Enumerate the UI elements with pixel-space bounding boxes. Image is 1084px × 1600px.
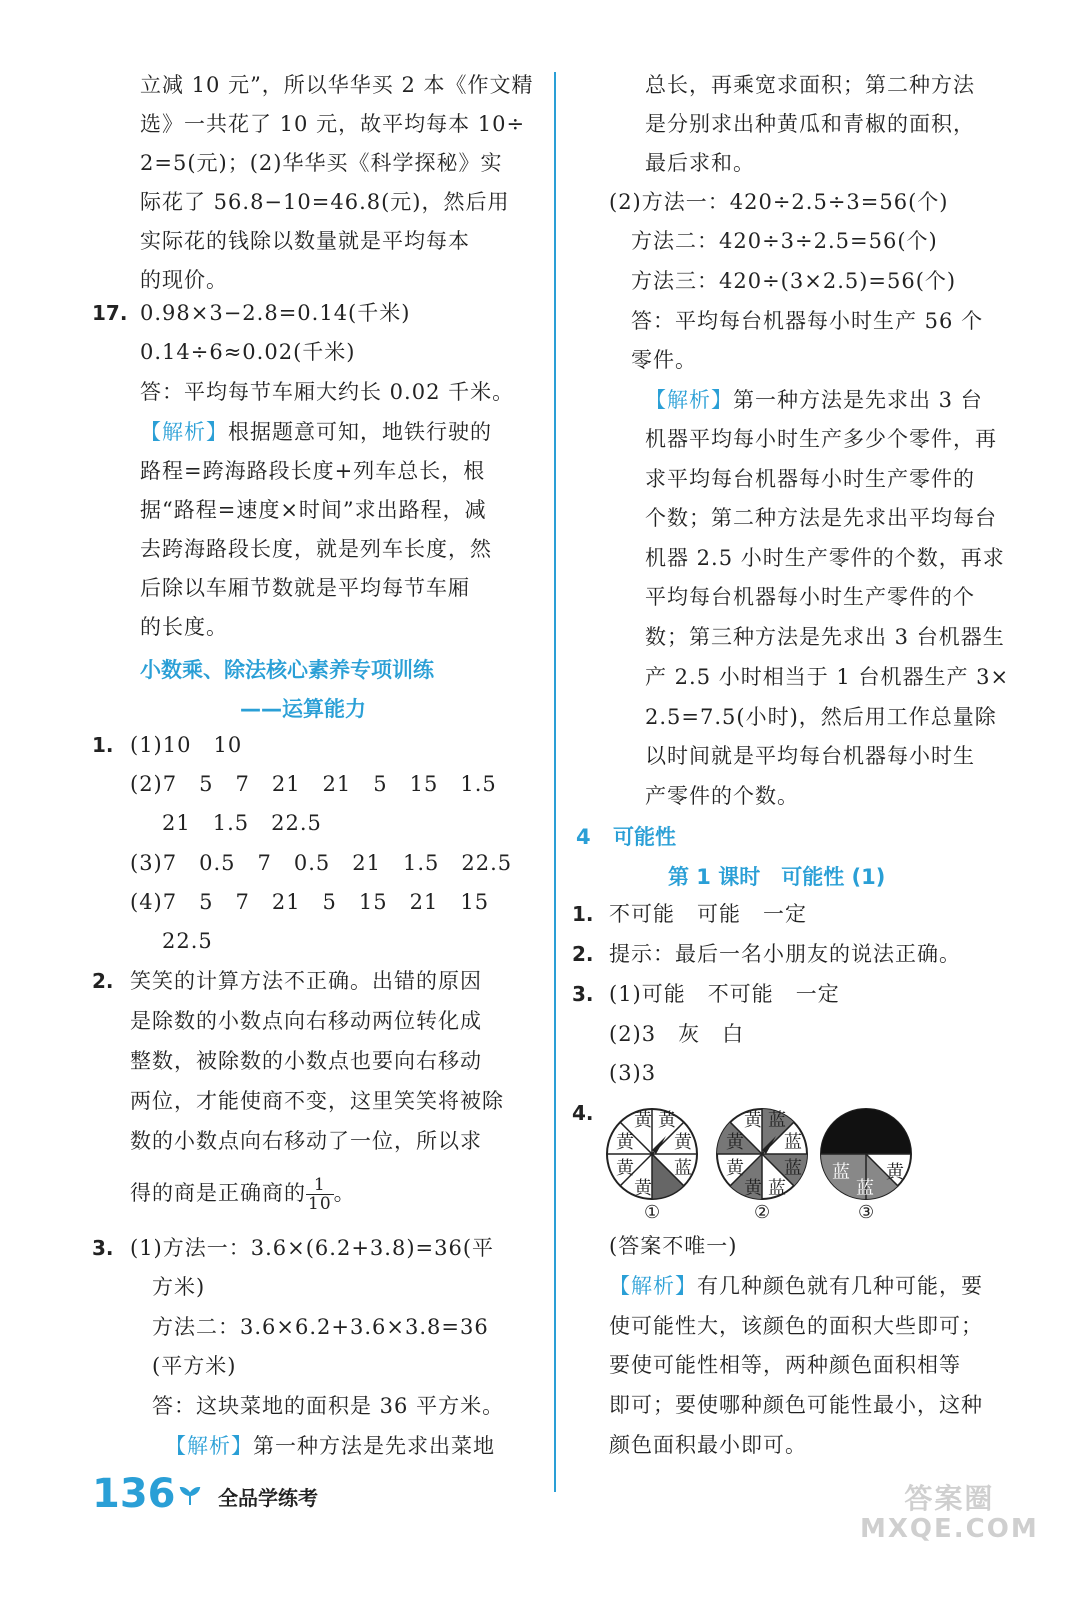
text-line: 选》一共花了 10 元，故平均每本 10÷ xyxy=(140,112,526,136)
text-line: (4)7 5 7 21 5 15 21 15 xyxy=(130,890,490,914)
question-number: 1. xyxy=(92,733,114,757)
text-line: 最后求和。 xyxy=(645,151,755,175)
text-line: 2=5(元)；(2)华华买《科学探秘》实 xyxy=(140,151,503,175)
analysis-line xyxy=(140,417,492,447)
text-line: 机器 2.5 小时生产零件的个数，再求 xyxy=(645,546,1005,570)
analysis-text: 有几种颜色就有几种可能，要 xyxy=(697,1274,983,1298)
question-number: 4. xyxy=(572,1101,594,1125)
text-line: 立减 10 元”，所以华华买 2 本《作文精 xyxy=(140,73,534,97)
text-line: 数；第三种方法是先求出 3 台机器生 xyxy=(645,625,1005,649)
text-line: 机器平均每小时生产多少个零件，再 xyxy=(645,427,997,451)
analysis-line xyxy=(165,1431,495,1461)
sector-label: 蓝 xyxy=(768,1178,786,1199)
watermark-bottom: MXQE.COM xyxy=(860,1514,1039,1544)
text-line: 际花了 56.8−10=46.8(元)，然后用 xyxy=(140,190,510,214)
wheel-caption: ② xyxy=(754,1202,771,1223)
text-line: 0.98×3−2.8=0.14(千米) xyxy=(140,301,411,325)
sector-label: 黄 xyxy=(726,1132,744,1153)
chapter-number: 4 xyxy=(576,825,591,849)
text-line: (3)3 xyxy=(609,1061,657,1085)
sector-label: 蓝 xyxy=(832,1162,850,1183)
text-line: 零件。 xyxy=(609,348,697,372)
text-line: (平方米) xyxy=(130,1354,237,1378)
analysis-text: 第一种方法是先求出菜地 xyxy=(253,1434,495,1458)
question-number: 3. xyxy=(572,982,594,1006)
wheel-caption: ① xyxy=(644,1202,661,1223)
section-subtitle: ——运算能力 xyxy=(240,697,366,721)
question-number: 1. xyxy=(572,902,594,926)
text-line: 的长度。 xyxy=(140,615,228,639)
sector-label: 蓝 xyxy=(856,1178,874,1199)
text-line: (2)3 灰 白 xyxy=(609,1022,745,1046)
analysis-text: 第一种方法是先求出 3 台 xyxy=(733,388,983,412)
text-fragment: 得的商是正确商的 xyxy=(130,1181,306,1205)
text-line: 方法三：420÷(3×2.5)=56(个) xyxy=(609,269,957,293)
text-line: 两位，才能使商不变，这里笑笑将被除 xyxy=(130,1089,504,1113)
text-line: 不可能 可能 一定 xyxy=(609,902,807,926)
note-line: (答案不唯一) xyxy=(609,1234,738,1258)
text-line: 即可；要使哪种颜色可能性最小，这种 xyxy=(609,1393,983,1417)
text-line: 0.14÷6≈0.02(千米) xyxy=(140,340,356,364)
sector-label: 黄 xyxy=(744,1110,762,1131)
sector-label: 蓝 xyxy=(784,1158,802,1179)
leaf-icon xyxy=(178,1486,202,1506)
text-line: (1)可能 不可能 一定 xyxy=(609,982,840,1006)
text-line: 笑笑的计算方法不正确。出错的原因 xyxy=(130,969,482,993)
text-line: 要使可能性相等，两种颜色面积相等 xyxy=(609,1353,961,1377)
text-line: 方法二：420÷3÷2.5=56(个) xyxy=(609,229,938,253)
text-line: (1)方法一：3.6×(6.2+3.8)=36(平 xyxy=(130,1236,495,1260)
fraction-denominator: 10 xyxy=(308,1194,332,1214)
analysis-tag: 【解析】 xyxy=(645,388,733,412)
brand-name: 全品学练考 xyxy=(218,1486,318,1510)
analysis-text: 根据题意可知，地铁行驶的 xyxy=(228,420,492,444)
analysis-line xyxy=(645,385,983,415)
fraction-numerator: 1 xyxy=(306,1176,334,1195)
analysis-tag: 【解析】 xyxy=(140,420,228,444)
text-line: 平均每台机器每小时生产零件的个 xyxy=(645,585,975,609)
text-line: (1)10 10 xyxy=(130,733,243,757)
text-line: 实际花的钱除以数量就是平均每本 xyxy=(140,229,470,253)
text-line: 答：这块菜地的面积是 36 平方米。 xyxy=(130,1394,505,1418)
text-line: 总长，再乘宽求面积；第二种方法 xyxy=(645,73,975,97)
text-line-with-fraction xyxy=(130,1176,356,1213)
sector-label: 黄 xyxy=(726,1158,744,1179)
text-line: 提示：最后一名小朋友的说法正确。 xyxy=(609,942,961,966)
analysis-tag: 【解析】 xyxy=(165,1434,253,1458)
question-number: 17. xyxy=(92,301,128,325)
text-line: 颜色面积最小即可。 xyxy=(609,1433,807,1457)
text-line: 21 1.5 22.5 xyxy=(140,811,322,835)
sector-label: 黄 xyxy=(658,1110,676,1131)
sector-label: 黄 xyxy=(634,1178,652,1199)
watermark xyxy=(860,1484,1039,1544)
text-fragment: 。 xyxy=(333,1181,356,1205)
text-line: 个数；第二种方法是先求出平均每台 xyxy=(645,506,997,530)
fraction xyxy=(306,1176,334,1213)
column-divider xyxy=(554,72,556,1492)
sector-label: 黄 xyxy=(744,1178,762,1199)
analysis-tag: 【解析】 xyxy=(609,1274,697,1298)
text-line: 方法二：3.6×6.2+3.6×3.8=36 xyxy=(130,1315,489,1339)
text-line: 后除以车厢节数就是平均每节车厢 xyxy=(140,576,470,600)
text-line: (2)方法一：420÷2.5÷3=56(个) xyxy=(609,190,949,214)
analysis-line xyxy=(609,1271,983,1301)
sector-label: 黄 xyxy=(616,1132,634,1153)
question-number: 2. xyxy=(92,969,114,993)
sector-label: 蓝 xyxy=(768,1110,786,1131)
lesson-title: 第 1 课时 可能性 (1) xyxy=(668,865,886,889)
text-line: 路程=跨海路段长度+列车总长，根 xyxy=(140,459,486,483)
text-line: 求平均每台机器每小时生产零件的 xyxy=(645,467,975,491)
sector-label: 黄 xyxy=(674,1132,692,1153)
sector-label: 黄 xyxy=(634,1110,652,1131)
question-number: 3. xyxy=(92,1236,114,1260)
text-line: (3)7 0.5 7 0.5 21 1.5 22.5 xyxy=(130,851,513,875)
text-line: 产零件的个数。 xyxy=(645,784,799,808)
wheel-caption: ③ xyxy=(858,1202,875,1223)
text-line: 答：平均每台机器每小时生产 56 个 xyxy=(609,309,984,333)
sector-label: 黄 xyxy=(616,1158,634,1179)
sector-label: 黄 xyxy=(886,1162,904,1183)
text-line: 是除数的小数点向右移动两位转化成 xyxy=(130,1009,482,1033)
text-line: 22.5 xyxy=(140,929,213,953)
page-number: 136 xyxy=(92,1471,176,1517)
question-number: 2. xyxy=(572,942,594,966)
text-line: 数的小数点向右移动了一位，所以求 xyxy=(130,1129,482,1153)
watermark-top: 答案圈 xyxy=(904,1482,995,1515)
text-line: 是分别求出种黄瓜和青椒的面积， xyxy=(645,112,975,136)
text-line: 产 2.5 小时相当于 1 台机器生产 3× xyxy=(645,665,1010,689)
text-line: 的现价。 xyxy=(140,268,228,292)
text-line: 以时间就是平均每台机器每小时生 xyxy=(645,744,975,768)
text-line: 使可能性大，该颜色的面积大些即可； xyxy=(609,1314,983,1338)
text-line: 据“路程=速度×时间”求出路程，减 xyxy=(140,498,487,522)
text-line: (2)7 5 7 21 21 5 15 1.5 xyxy=(130,772,497,796)
answer-line: 答：平均每节车厢大约长 0.02 千米。 xyxy=(140,380,515,404)
text-line: 方米) xyxy=(130,1275,206,1299)
text-line: 去跨海路段长度，就是列车长度，然 xyxy=(140,537,492,561)
chapter-title: 可能性 xyxy=(613,825,676,849)
text-line: 2.5=7.5(小时)，然后用工作总量除 xyxy=(645,705,997,729)
spinner-wheels-figure xyxy=(604,1100,924,1232)
sector-label: 蓝 xyxy=(674,1158,692,1179)
section-title: 小数乘、除法核心素养专项训练 xyxy=(140,658,434,682)
sector-label: 蓝 xyxy=(784,1132,802,1153)
text-line: 整数，被除数的小数点也要向右移动 xyxy=(130,1049,482,1073)
